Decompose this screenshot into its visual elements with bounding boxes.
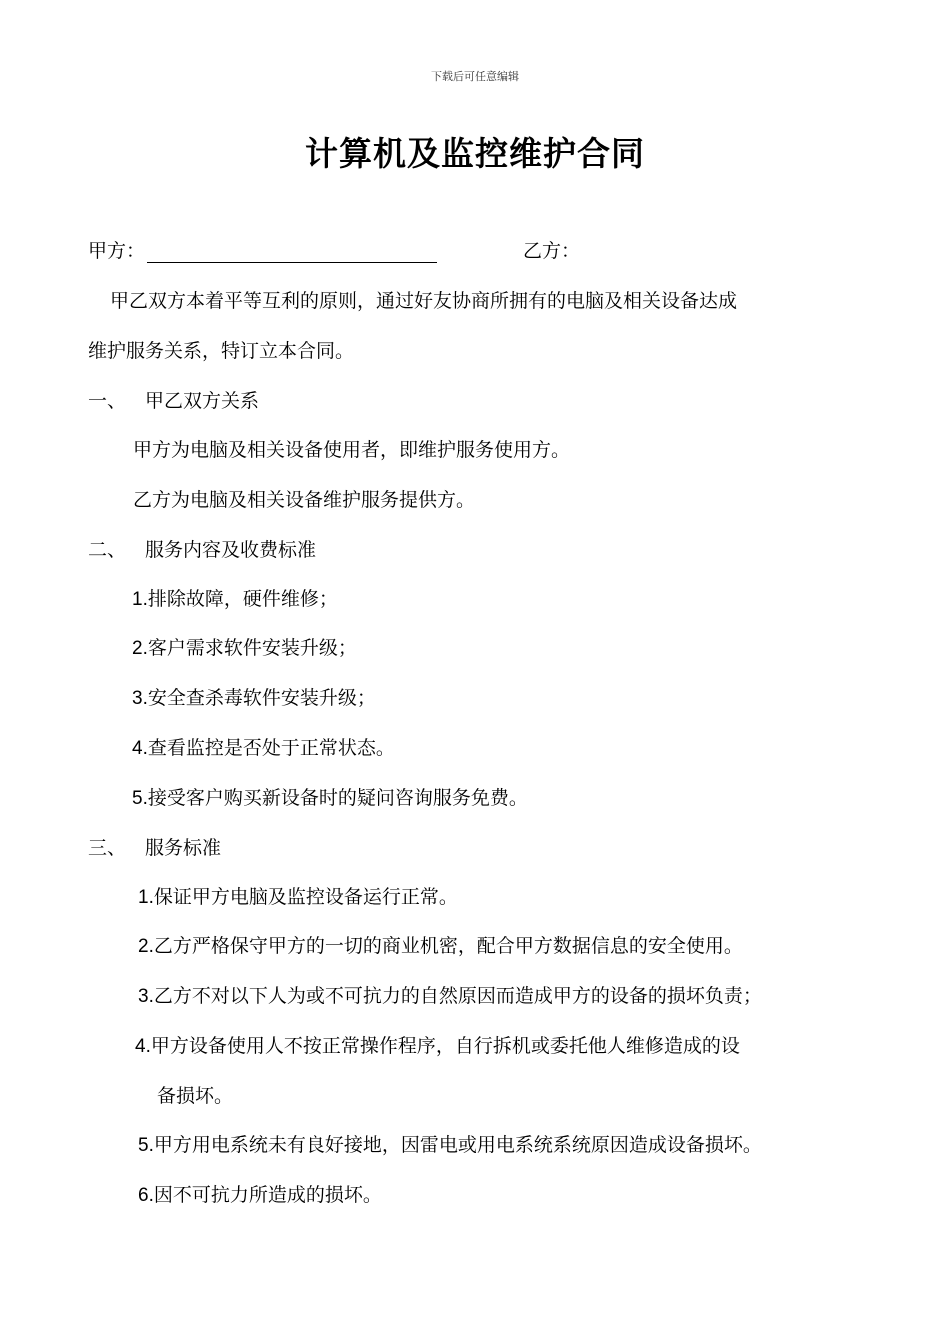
item-text: 排除故障，硬件维修； <box>147 588 338 610</box>
item-number: 5. <box>132 788 148 809</box>
party-a-label: 甲方： <box>88 240 146 262</box>
item-text: 安全查杀毒软件安装升级； <box>147 687 376 709</box>
item-number: 3. <box>138 986 154 1007</box>
section-2-marker: 二、 <box>88 539 127 561</box>
section-3-item-4 <box>135 1034 740 1059</box>
item-number: 2. <box>138 936 154 957</box>
section-2-item-2 <box>132 636 357 661</box>
section-2-item-1 <box>132 587 338 612</box>
party-b-label: 乙方： <box>523 240 581 262</box>
item-number: 5. <box>138 1135 154 1156</box>
section-2-item-3 <box>132 686 376 711</box>
section-3-item-6 <box>138 1183 382 1208</box>
item-number: 1. <box>138 887 154 908</box>
section-3-heading: 服务标准 <box>145 837 222 859</box>
section-2-item-4 <box>132 736 395 761</box>
item-number: 2. <box>132 638 148 659</box>
item-text: 乙方不对以下人为或不可抗力的自然原因而造成甲方的设备的损坏负责； <box>153 985 762 1007</box>
intro-line-2: 维护服务关系，特订立本合同。 <box>88 340 355 362</box>
item-number: 6. <box>138 1185 154 1206</box>
item-text: 接受客户购买新设备时的疑问咨询服务免费。 <box>147 787 528 809</box>
section-3-item-3 <box>138 984 762 1009</box>
item-text: 客户需求软件安装升级； <box>147 637 357 659</box>
item-text: 甲方设备使用人不按正常操作程序，自行拆机或委托他人维修造成的设 <box>150 1035 740 1057</box>
intro-line-1: 甲乙双方本着平等互利的原则，通过好友协商所拥有的电脑及相关设备达成 <box>110 290 738 312</box>
section-3-item-4-continuation: 备损坏。 <box>157 1085 234 1107</box>
item-text: 因不可抗力所造成的损坏。 <box>153 1184 382 1206</box>
item-text: 甲方用电系统未有良好接地，因雷电或用电系统系统原因造成设备损坏。 <box>153 1134 762 1156</box>
section-3-item-2 <box>138 934 743 959</box>
section-2-heading: 服务内容及收费标准 <box>145 539 317 561</box>
section-3-item-5 <box>138 1133 762 1158</box>
item-text: 查看监控是否处于正常状态。 <box>147 737 395 759</box>
item-text: 保证甲方电脑及监控设备运行正常。 <box>153 886 458 908</box>
section-1-item-1: 甲方为电脑及相关设备使用者，即维护服务使用方。 <box>133 439 571 461</box>
party-a-blank <box>147 242 437 263</box>
item-number: 3. <box>132 688 148 709</box>
section-1-marker: 一、 <box>88 390 127 412</box>
section-1-heading: 甲乙双方关系 <box>145 390 260 412</box>
section-1-item-2: 乙方为电脑及相关设备维护服务提供方。 <box>133 489 476 511</box>
party-a-line <box>88 239 437 263</box>
item-number: 1. <box>132 589 148 610</box>
item-number: 4. <box>132 738 148 759</box>
section-3-item-1 <box>138 885 458 910</box>
item-number: 4. <box>135 1036 151 1057</box>
item-text: 乙方严格保守甲方的一切的商业机密，配合甲方数据信息的安全使用。 <box>153 935 743 957</box>
section-3-marker: 三、 <box>88 837 127 859</box>
section-2-item-5 <box>132 786 528 811</box>
header-note: 下载后可任意编辑 <box>431 70 519 83</box>
document-title: 计算机及监控维护合同 <box>305 134 645 173</box>
